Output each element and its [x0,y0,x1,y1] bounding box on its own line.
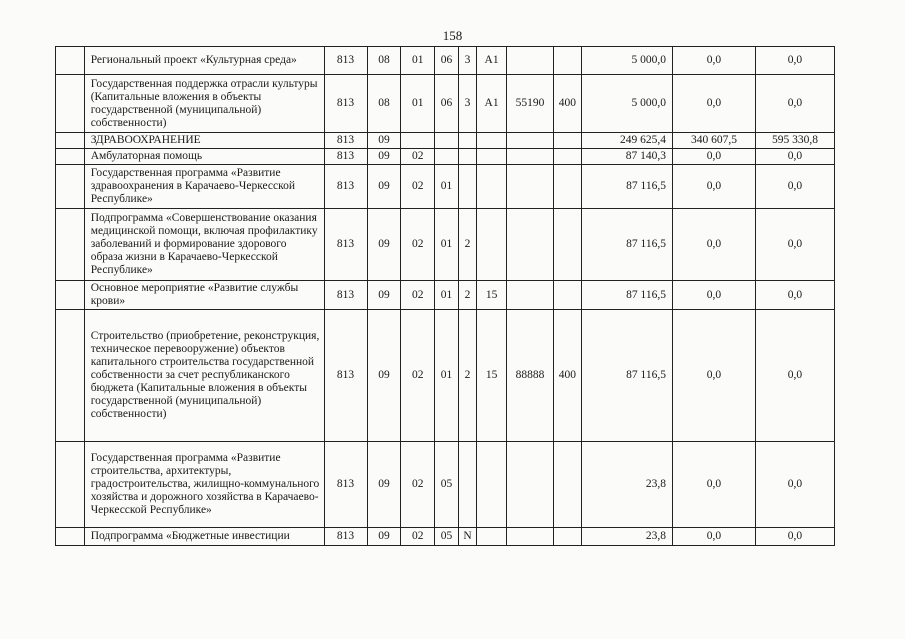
amount-year1: 87 116,5 [581,209,672,281]
subprogram-code [458,133,476,149]
amount-year3: 0,0 [755,75,834,133]
subprogram-code [458,442,476,528]
subsection-code: 02 [401,209,435,281]
amount-year2: 0,0 [672,310,755,442]
row-margin-cell [56,149,85,165]
program-code [435,149,459,165]
program-code: 05 [435,528,459,546]
expense-type-code [554,442,582,528]
kvsr-code: 813 [324,75,367,133]
event-code: 15 [477,310,507,442]
expense-type-code: 400 [554,75,582,133]
amount-year1: 87 116,5 [581,281,672,310]
subsection-code: 01 [401,75,435,133]
amount-year1: 5 000,0 [581,75,672,133]
direction-code: 55190 [506,75,553,133]
row-name: Государственная поддержка отрасли культуры (Капитальные вложения в объекты государственной (муниципальной) собственности) [84,75,324,133]
direction-code [506,149,553,165]
program-code: 01 [435,310,459,442]
table-row [56,442,835,528]
amount-year3: 595 330,8 [755,133,834,149]
table-row [56,149,835,165]
row-margin-cell [56,133,85,149]
table-row [56,209,835,281]
amount-year2: 340 607,5 [672,133,755,149]
amount-year1: 87 116,5 [581,165,672,209]
row-margin-cell [56,165,85,209]
direction-code [506,165,553,209]
kvsr-code: 813 [324,149,367,165]
kvsr-code: 813 [324,310,367,442]
amount-year2: 0,0 [672,528,755,546]
direction-code [506,442,553,528]
amount-year3: 0,0 [755,281,834,310]
direction-code [506,209,553,281]
section-code: 09 [367,310,401,442]
amount-year3: 0,0 [755,165,834,209]
expense-type-code [554,528,582,546]
kvsr-code: 813 [324,281,367,310]
amount-year2: 0,0 [672,209,755,281]
direction-code: 88888 [506,310,553,442]
event-code: A1 [477,75,507,133]
direction-code [506,133,553,149]
section-code: 09 [367,149,401,165]
table-row [56,528,835,546]
program-code: 06 [435,75,459,133]
row-name: Региональный проект «Культурная среда» [84,47,324,75]
row-name: Строительство (приобретение, реконструкция, техническое перевооружение) объектов капитального строительства государственной собственности за счет республиканского бюджета (Капитальные вложения в объекты государственной (муниципальной) собственности) [84,310,324,442]
amount-year3: 0,0 [755,310,834,442]
kvsr-code: 813 [324,133,367,149]
amount-year2: 0,0 [672,442,755,528]
event-code [477,528,507,546]
amount-year1: 87 140,3 [581,149,672,165]
program-code [435,133,459,149]
row-name: Амбулаторная помощь [84,149,324,165]
amount-year2: 0,0 [672,165,755,209]
row-margin-cell [56,310,85,442]
expense-type-code [554,47,582,75]
row-margin-cell [56,75,85,133]
subprogram-code: 2 [458,209,476,281]
amount-year3: 0,0 [755,528,834,546]
kvsr-code: 813 [324,209,367,281]
subprogram-code [458,149,476,165]
subsection-code: 02 [401,310,435,442]
amount-year3: 0,0 [755,149,834,165]
subprogram-code: 2 [458,310,476,442]
row-margin-cell [56,281,85,310]
event-code [477,442,507,528]
subprogram-code: 3 [458,75,476,133]
expense-type-code [554,165,582,209]
expense-type-code [554,209,582,281]
row-margin-cell [56,209,85,281]
table-row [56,165,835,209]
amount-year3: 0,0 [755,209,834,281]
event-code [477,209,507,281]
kvsr-code: 813 [324,165,367,209]
direction-code [506,47,553,75]
amount-year1: 23,8 [581,528,672,546]
table-row [56,281,835,310]
amount-year2: 0,0 [672,281,755,310]
subsection-code [401,133,435,149]
subsection-code: 02 [401,528,435,546]
program-code: 05 [435,442,459,528]
event-code: 15 [477,281,507,310]
page-number: 158 [442,28,463,43]
amount-year2: 0,0 [672,149,755,165]
table-row [56,75,835,133]
kvsr-code: 813 [324,528,367,546]
event-code: A1 [477,47,507,75]
expense-type-code [554,133,582,149]
row-margin-cell [56,47,85,75]
event-code [477,165,507,209]
subprogram-code: N [458,528,476,546]
section-code: 08 [367,75,401,133]
table-row [56,310,835,442]
amount-year1: 249 625,4 [581,133,672,149]
event-code [477,149,507,165]
subsection-code: 02 [401,149,435,165]
amount-year3: 0,0 [755,47,834,75]
budget-table [55,46,835,546]
section-code: 09 [367,133,401,149]
program-code: 06 [435,47,459,75]
direction-code [506,281,553,310]
program-code: 01 [435,165,459,209]
expense-type-code [554,281,582,310]
amount-year1: 5 000,0 [581,47,672,75]
amount-year1: 87 116,5 [581,310,672,442]
subprogram-code [458,165,476,209]
subsection-code: 02 [401,442,435,528]
row-name: Государственная программа «Развитие здравоохранения в Карачаево-Черкесской Республике» [84,165,324,209]
row-name: Государственная программа «Развитие строительства, архитектуры, градостроительства, жилищно-коммунального хозяйства и дорожного хозяйства в Карачаево-Черкесской Республике» [84,442,324,528]
subsection-code: 02 [401,281,435,310]
kvsr-code: 813 [324,442,367,528]
event-code [477,133,507,149]
amount-year2: 0,0 [672,75,755,133]
row-name: Подпрограмма «Совершенствование оказания медицинской помощи, включая профилактику заболеваний и формирование здорового образа жизни в Карачаево-Черкесской Республике» [84,209,324,281]
expense-type-code [554,149,582,165]
expense-type-code: 400 [554,310,582,442]
row-name: Основное мероприятие «Развитие службы крови» [84,281,324,310]
row-margin-cell [56,442,85,528]
section-code: 09 [367,528,401,546]
section-code: 09 [367,209,401,281]
row-name: ЗДРАВООХРАНЕНИЕ [84,133,324,149]
section-code: 09 [367,281,401,310]
row-margin-cell [56,528,85,546]
subprogram-code: 2 [458,281,476,310]
section-code: 09 [367,442,401,528]
section-code: 08 [367,47,401,75]
subsection-code: 01 [401,47,435,75]
program-code: 01 [435,281,459,310]
direction-code [506,528,553,546]
row-name: Подпрограмма «Бюджетные инвестиции [84,528,324,546]
amount-year2: 0,0 [672,47,755,75]
amount-year3: 0,0 [755,442,834,528]
section-code: 09 [367,165,401,209]
program-code: 01 [435,209,459,281]
subprogram-code: 3 [458,47,476,75]
amount-year1: 23,8 [581,442,672,528]
kvsr-code: 813 [324,47,367,75]
subsection-code: 02 [401,165,435,209]
table-row [56,133,835,149]
table-row [56,47,835,75]
